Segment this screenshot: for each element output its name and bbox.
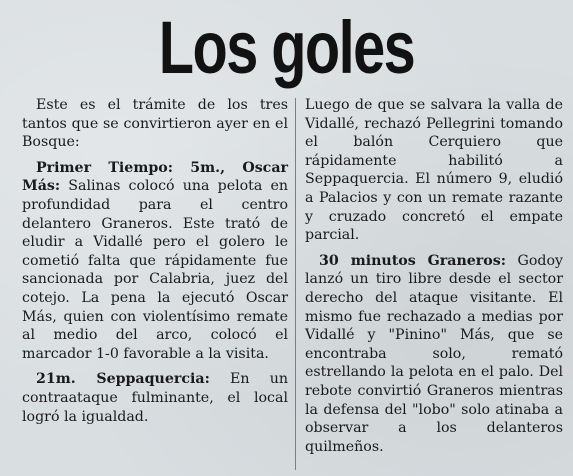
- second-goal-continued: Luego de que se salvara la valla de Vidallé, rechazó Pellegrini tomando el balón Cerquiero que rápidamente habilitó a Seppaquercia. El número 9, eludió a Palacios y con un remate razante y cruzado concretó el empate parcial.: [305, 97, 563, 244]
- third-goal-text: Godoy lanzó un tiro libre desde el sector derecho del ataque visitante. El mismo fue rechazado a medias por Vidallé y "Pinino" Más, que se encontraba solo, remató estrellando la pelota en el palo. Del rebote convirtió Graneros mientras la defensa del "lobo" solo atinaba a observar a los delanteros quilmeños.: [305, 252, 563, 455]
- second-goal-text: En un contraataque fulminante, el local logró la igualdad.: [22, 371, 288, 425]
- first-goal-lead: Primer Tiempo: 5m., Oscar Más:: [22, 159, 288, 195]
- column-divider: [295, 98, 296, 470]
- third-goal-paragraph: [305, 252, 563, 457]
- headline: Los goles: [158, 6, 415, 89]
- right-column: [305, 96, 563, 463]
- intro-paragraph: Este es el trámite de los tres tantos que se convirtieron ayer en el Bosque:: [22, 97, 288, 151]
- second-goal-paragraph: [22, 370, 288, 426]
- second-goal-lead: 21m. Seppaquercia:: [36, 371, 210, 388]
- left-column: [22, 96, 288, 433]
- first-goal-paragraph: [22, 159, 288, 364]
- first-goal-text: Salinas colocó una pelota en profundidad para el centro delantero Graneros. Este trató de eludir a Vidallé pero el golero le cometió falta que rápidamente fue sancionada por Calabria, juez del cotejo. La pena la ejecutó Oscar Más, quien con violentísimo remate al medio del arco, colocó el marcador 1-0 favorable a la visita.: [22, 178, 288, 362]
- third-goal-lead: 30 minutos Graneros:: [319, 252, 506, 269]
